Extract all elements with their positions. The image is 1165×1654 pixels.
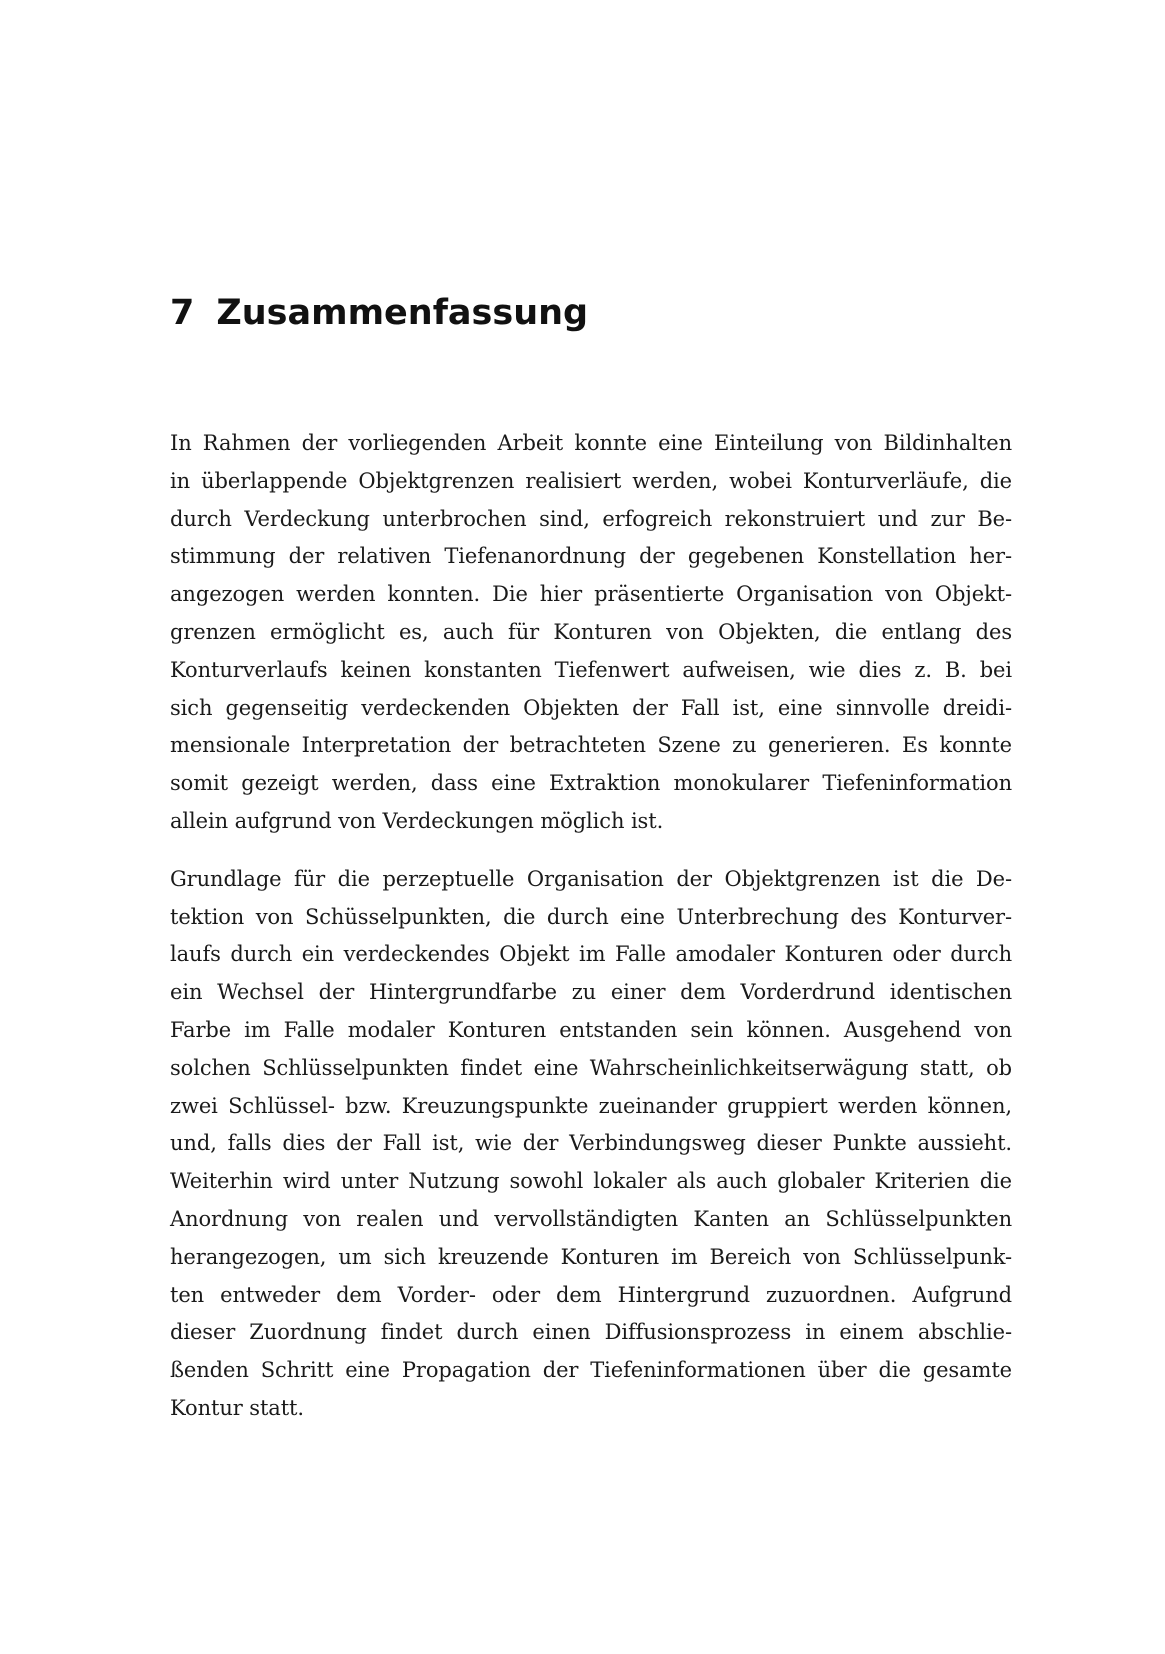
chapter-title: Zusammenfassung [216,293,589,333]
text-line: laufs durch ein verdeckendes Objekt im Falle amodaler Konturen oder durch [170,942,1012,967]
text-line: somit gezeigt werden, dass eine Extraktion monokularer Tiefeninformation [170,771,1012,796]
text-line: in überlappende Objektgrenzen realisiert werden, wobei Konturverläufe, die [170,468,1012,493]
text-line: durch Verdeckung unterbrochen sind, erfogreich rekonstruiert und zur Be- [170,506,1012,531]
text-line: tektion von Schüsselpunkten, die durch eine Unterbrechung des Konturver- [170,904,1012,929]
text-line: Grundlage für die perzeptuelle Organisation der Objektgrenzen ist die De- [170,866,1012,891]
text-line: dieser Zuordnung findet durch einen Diffusionsprozess in einem abschlie- [170,1320,1012,1345]
chapter-number: 7 [170,293,195,333]
chapter-heading [170,288,1010,338]
text-line: ten entweder dem Vorder- oder dem Hintergrund zuzuordnen. Aufgrund [170,1282,1012,1307]
text-line: angezogen werden konnten. Die hier präsentierte Organisation von Objekt- [170,582,1012,607]
text-line: Konturverlaufs keinen konstanten Tiefenwert aufweisen, wie dies z. B. bei [170,657,1012,682]
text-line: Weiterhin wird unter Nutzung sowohl lokaler als auch globaler Kriterien die [170,1169,1012,1194]
text-line: Farbe im Falle modaler Konturen entstanden sein können. Ausgehend von [170,1017,1012,1042]
text-line: grenzen ermöglicht es, auch für Konturen von Objekten, die entlang des [170,619,1012,644]
text-line: ein Wechsel der Hintergrundfarbe zu einer dem Vorderdrund identischen [170,980,1012,1005]
paragraph-1 [170,425,1012,841]
text-line: Kontur statt. [170,1395,304,1420]
text-line: und, falls dies der Fall ist, wie der Verbindungsweg dieser Punkte aussieht. [170,1131,1012,1156]
text-line: zwei Schlüssel- bzw. Kreuzungspunkte zueinander gruppiert werden können, [170,1093,1012,1118]
text-line: allein aufgrund von Verdeckungen möglich ist. [170,808,664,833]
chapter-body [170,425,1012,1448]
text-line: In Rahmen der vorliegenden Arbeit konnte eine Einteilung von Bildinhalten [170,431,1012,455]
text-line: sich gegenseitig verdeckenden Objekten der Fall ist, eine sinnvolle dreidi- [170,695,1012,720]
text-line: Anordnung von realen und vervollständigten Kanten an Schlüsselpunkten [170,1206,1012,1231]
text-line: mensionale Interpretation der betrachteten Szene zu generieren. Es konnte [170,733,1012,758]
text-line: solchen Schlüsselpunkten findet eine Wahrscheinlichkeitserwägung statt, ob [170,1055,1012,1080]
text-line: herangezogen, um sich kreuzende Konturen im Bereich von Schlüsselpunk- [170,1244,1012,1269]
text-line: stimmung der relativen Tiefenanordnung der gegebenen Konstellation her- [170,544,1012,569]
paragraph-2 [170,861,1012,1428]
text-line: ßenden Schritt eine Propagation der Tiefeninformationen über die gesamte [170,1358,1012,1383]
